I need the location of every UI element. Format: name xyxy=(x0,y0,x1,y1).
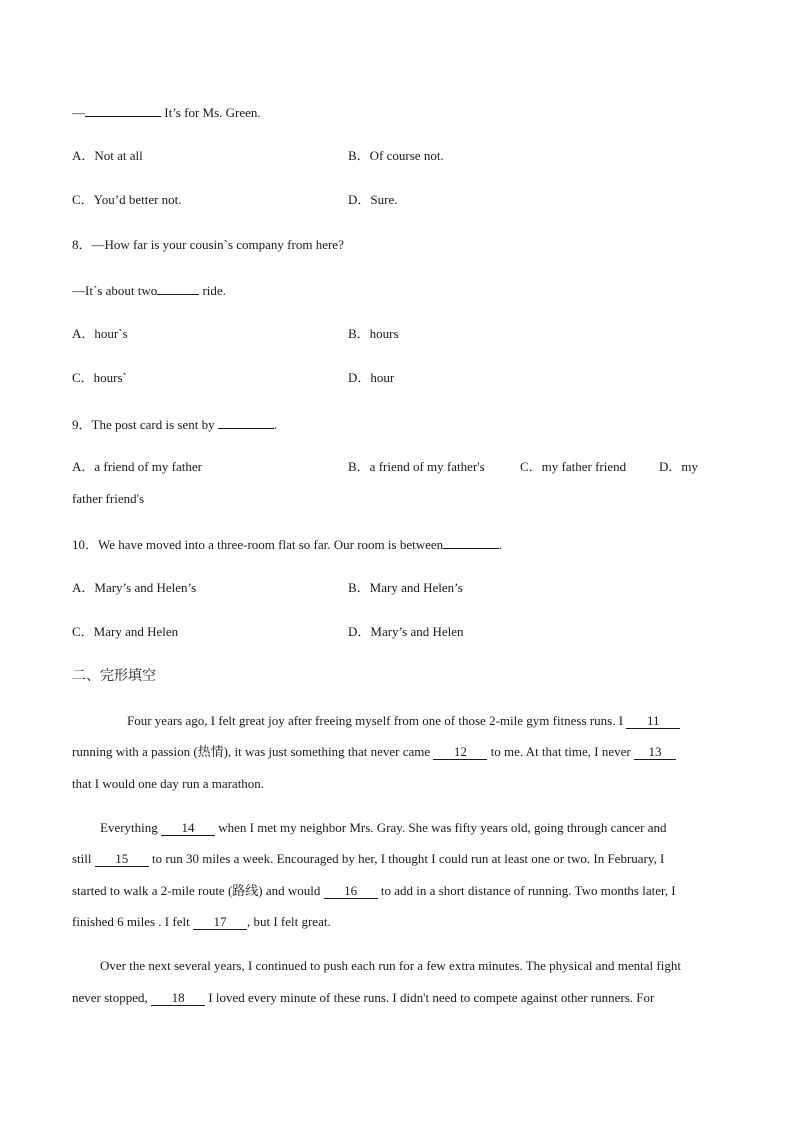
q10-question xyxy=(72,535,502,553)
q9-option-b[interactable]: B．a friend of my father's xyxy=(348,459,485,474)
cloze-blank-13[interactable]: 13 xyxy=(634,745,676,760)
q10-option-b[interactable]: B．Mary and Helen’s xyxy=(348,580,463,595)
cloze-blank-17[interactable]: 17 xyxy=(193,915,247,930)
q7-response-prefix: — xyxy=(72,105,85,120)
cloze-p3-line1: Over the next several years, I continued to push each run for a few extra minutes. The physical and mental fight xyxy=(100,958,681,973)
q9-question-after: . xyxy=(273,417,278,432)
q10-question-before: 10．We have moved into a three-room flat so far. Our room is between xyxy=(72,537,444,552)
cloze-blank-15[interactable]: 15 xyxy=(95,852,149,867)
q7-option-b[interactable]: B．Of course not. xyxy=(348,148,444,163)
q8-option-b[interactable]: B．hours xyxy=(348,326,399,341)
cloze-blank-16[interactable]: 16 xyxy=(324,884,378,899)
cloze-p2-text-3: still xyxy=(72,851,95,866)
cloze-p1-text-2: running with a passion (热情), it was just something that never came xyxy=(72,744,434,759)
q7-answer-blank[interactable] xyxy=(85,103,161,117)
q10-answer-blank[interactable] xyxy=(443,535,499,549)
cloze-p2-text-8: , but I felt great. xyxy=(246,914,331,929)
q7-option-c[interactable]: C．You’d better not. xyxy=(72,192,182,207)
q10-question-after: . xyxy=(499,537,503,552)
cloze-p1-text-3: to me. At that time, I never xyxy=(487,744,634,759)
cloze-p1-line2 xyxy=(72,744,724,760)
q7-response-text: It’s for Ms. Green. xyxy=(161,105,261,120)
cloze-p1-text-1: Four years ago, I felt great joy after freeing myself from one of those 2-mile gym fitness runs. I xyxy=(127,713,627,728)
cloze-p1-line1 xyxy=(127,713,779,729)
cloze-p2-text-6: to add in a short distance of running. Two months later, I xyxy=(377,883,676,898)
cloze-blank-11[interactable]: 11 xyxy=(626,714,680,729)
q7-option-a[interactable]: A．Not at all xyxy=(72,148,143,163)
cloze-p2-line4 xyxy=(72,914,724,930)
cloze-p3-text-1: never stopped, xyxy=(72,990,152,1005)
q8-option-c[interactable]: C．hours` xyxy=(72,370,127,385)
q7-option-d[interactable]: D．Sure. xyxy=(348,192,398,207)
cloze-p2-text-4: to run 30 miles a week. Encouraged by her, I thought I could run at least one or two. In February, I xyxy=(148,851,665,866)
cloze-p2-line3 xyxy=(72,883,724,899)
cloze-blank-12[interactable]: 12 xyxy=(433,745,487,760)
cloze-blank-14[interactable]: 14 xyxy=(161,821,215,836)
q8-answer-line xyxy=(72,281,226,299)
q9-question-before: 9．The post card is sent by xyxy=(72,417,218,432)
cloze-p3-text-2: I loved every minute of these runs. I didn't need to compete against other runners. For xyxy=(205,990,655,1005)
section-heading-cloze: 二、完形填空 xyxy=(72,668,156,684)
cloze-p2-text-5: started to walk a 2-mile route (路线) and would xyxy=(72,883,324,898)
q9-answer-blank[interactable] xyxy=(218,415,274,429)
cloze-p2-text-1: Everything xyxy=(100,820,162,835)
cloze-p1-line3: that I would one day run a marathon. xyxy=(72,776,265,791)
q8-option-d[interactable]: D．hour xyxy=(348,370,395,385)
cloze-p2-text-7: finished 6 miles . I felt xyxy=(72,914,193,929)
q9-option-d-continued: father friend's xyxy=(72,491,145,506)
cloze-p2-line2 xyxy=(72,851,724,867)
cloze-p3-line2 xyxy=(72,990,724,1006)
q10-option-a[interactable]: A．Mary’s and Helen’s xyxy=(72,580,197,595)
q8-answer-blank[interactable] xyxy=(157,281,199,295)
cloze-p2-text-2: when I met my neighbor Mrs. Gray. She was fifty years old, going through cancer and xyxy=(215,820,667,835)
q10-option-c[interactable]: C．Mary and Helen xyxy=(72,624,179,639)
q8-answer-before: —It`s about two xyxy=(72,283,158,298)
q7-response-line xyxy=(72,103,261,121)
cloze-blank-18[interactable]: 18 xyxy=(151,991,205,1006)
q8-option-a[interactable]: A．hour`s xyxy=(72,326,128,341)
q9-option-a[interactable]: A．a friend of my father xyxy=(72,459,202,474)
q9-question xyxy=(72,415,277,433)
q10-option-d[interactable]: D．Mary’s and Helen xyxy=(348,624,464,639)
q8-question: 8．—How far is your cousin`s company from here? xyxy=(72,237,344,252)
q9-option-c[interactable]: C．my father friend xyxy=(520,459,627,474)
q8-answer-after: ride. xyxy=(199,283,226,298)
q9-option-d[interactable]: D．my xyxy=(659,459,699,474)
cloze-p2-line1 xyxy=(100,820,752,836)
